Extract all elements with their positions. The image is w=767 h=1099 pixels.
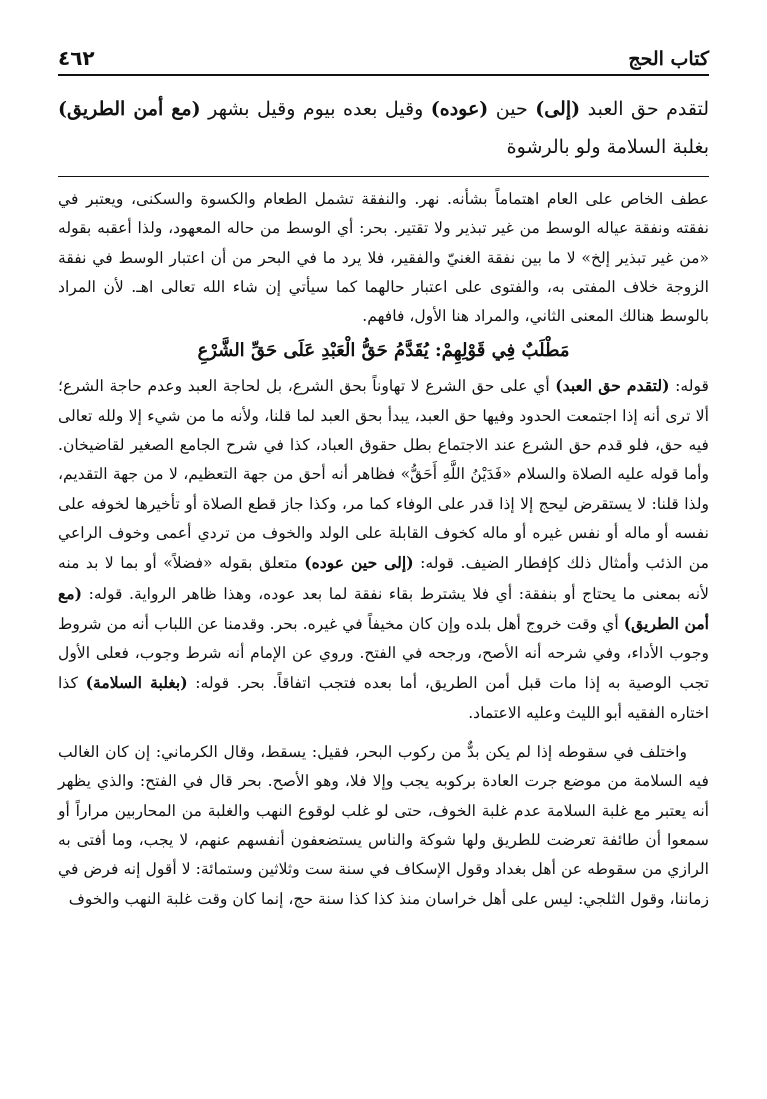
quoted-phrase: (إلى حين عوده): [304, 553, 414, 573]
page-header: [58, 40, 709, 76]
commentary-run: أي على حق الشرع لا تهاوناً بحق الشرع، بل لحاجة العبد وعدم حاجة الشرع؛ ألا ترى أنه إذا اجتمعت الحدود وفيها حق العبد، يبدأ بحق العبد لما قلنا، ولأنه ما من شيء إلا ولله تعالى فيه حق، فلو قدم حق الشرع عند الاجتماع بطل حقوق العباد، كذا في شرح الجامع الصغير لقاضيخان. وأما قوله عليه الصلاة والسلام «فَدَيْنُ اللَّهِ أَحَقُّ» فظاهر أنه أحق من جهة التعظيم، لا من جهة التقديم، ولذا قلنا: لا يستقرض ليحج إلا إذا قدر على الوفاء كما مر، وكذا جاز قطع الصلاة أو تأخيرها لخوفه على نفسه أو ماله أو نفس غيره أو ماله كخوف القابلة على الولد والخوف من تردي أعمى وخوف الراعي من الذئب وأمثال ذلك كإفطار الضيف. قوله:: [58, 377, 710, 573]
main-text-run: لتقدم حق العبد: [580, 98, 709, 120]
main-text-run: وقيل بعده بيوم وقيل بشهر: [200, 98, 431, 120]
quoted-phrase: (لتقدم حق العبد): [555, 376, 670, 396]
main-text-keyword: (إلى): [535, 98, 581, 120]
quoted-phrase: (بغلبة السلامة): [85, 673, 188, 693]
main-text-run: بغلبة السلامة ولو بالرشوة: [506, 136, 709, 158]
commentary: [58, 185, 709, 914]
commentary-run: كذا اختاره الفقيه أبو الليث وعليه الاعتماد.: [58, 674, 709, 722]
main-text-run: حين: [488, 98, 536, 120]
commentary-run: متعلق بقوله «فضلاً» أو بما لا بد منه لأنه بمعنى ما يحتاج أو بنفقة: أي فلا يشترط بقاء نفقة لما بعد عوده، وهذا ظاهر الرواية. قوله:: [58, 554, 709, 603]
quoted-phrase: (مع أمن الطريق): [58, 583, 710, 633]
page-number: ٤٦٢: [58, 46, 95, 70]
book-title: كتاب الحج: [628, 48, 709, 70]
commentary-paragraph: واختلف في سقوطه إذا لم يكن بدٌّ من ركوب البحر، فقيل: يسقط، وقال الكرماني: إن كان الغالب فيه السلامة من موضع جرت العادة بركوبه يجب وإلا فلا، وهو الأصح. بحر قال في الفتح: والذي يظهر أنه يعتبر مع غلبة السلامة عدم غلبة الخوف، حتى لو غلب لوقوع النهب والغلبة من المحاربين مراراً أو سمعوا أن طائفة تعرضت للطريق ولها شوكة والناس يستضعفون أنفسهم عنهم، لا يجب، وما أفتى به الرازي من سقوطه عن أهل بغداد وقول الإسكاف في سنة ست وثلاثين وستمائة: لا أقول إنه فرض في زماننا، وقول الثلجي: ليس على أهل خراسان منذ كذا كذا سنة حج، إنما كان وقت غلبة النهب والخوف: [58, 743, 709, 908]
section-heading: مَطْلَبٌ فِي قَوْلِهِمْ: يُقَدَّمُ حَقُّ الْعَبْدِ عَلَى حَقِّ الشَّرْعِ: [197, 340, 570, 362]
main-text-keyword: (مع أمن الطريق): [58, 98, 201, 120]
commentary-paragraph: [58, 371, 709, 728]
commentary-run: أي وقت خروج أهل بلده وإن كان مخيفاً في غيره. بحر. وقدمنا عن اللباب أنه من شروط وجوب الأداء، وفي شرحه أنه الأصح، ورجحه في الفتح. وروي عن الإمام أنه شرط وجوب، فعلى الأول تجب الوصية به إذا مات قبل أمن الطريق، أما بعده فتجب اتفاقاً. بحر. قوله:: [58, 614, 709, 693]
main-text: [58, 76, 709, 177]
commentary-paragraph: عطف الخاص على العام اهتماماً بشأنه. نهر. والنفقة تشمل الطعام والكسوة والسكنى، ويعتبر في نفقته ونفقة عياله الوسط من غير تبذير ولا تقتير. بحر: أي الوسط من حاله المعهود، ولذا أعقبه بقوله «من غير تبذير إلخ» لا ما بين نفقة الغنيّ والفقير، فلا يرد ما في البحر من أن اعتبار الوسط في نفقة الزوجة خلاف المفتى به، والفتوى على اعتبار حالهما كما سيأتي إن شاء الله تعالى اهـ. لأن المراد بالوسط هنالك المعنى الثاني، والمراد هنا الأول، فافهم.: [58, 190, 709, 326]
main-text-keyword: (عوده): [430, 98, 489, 120]
commentary-run: قوله:: [669, 377, 709, 396]
